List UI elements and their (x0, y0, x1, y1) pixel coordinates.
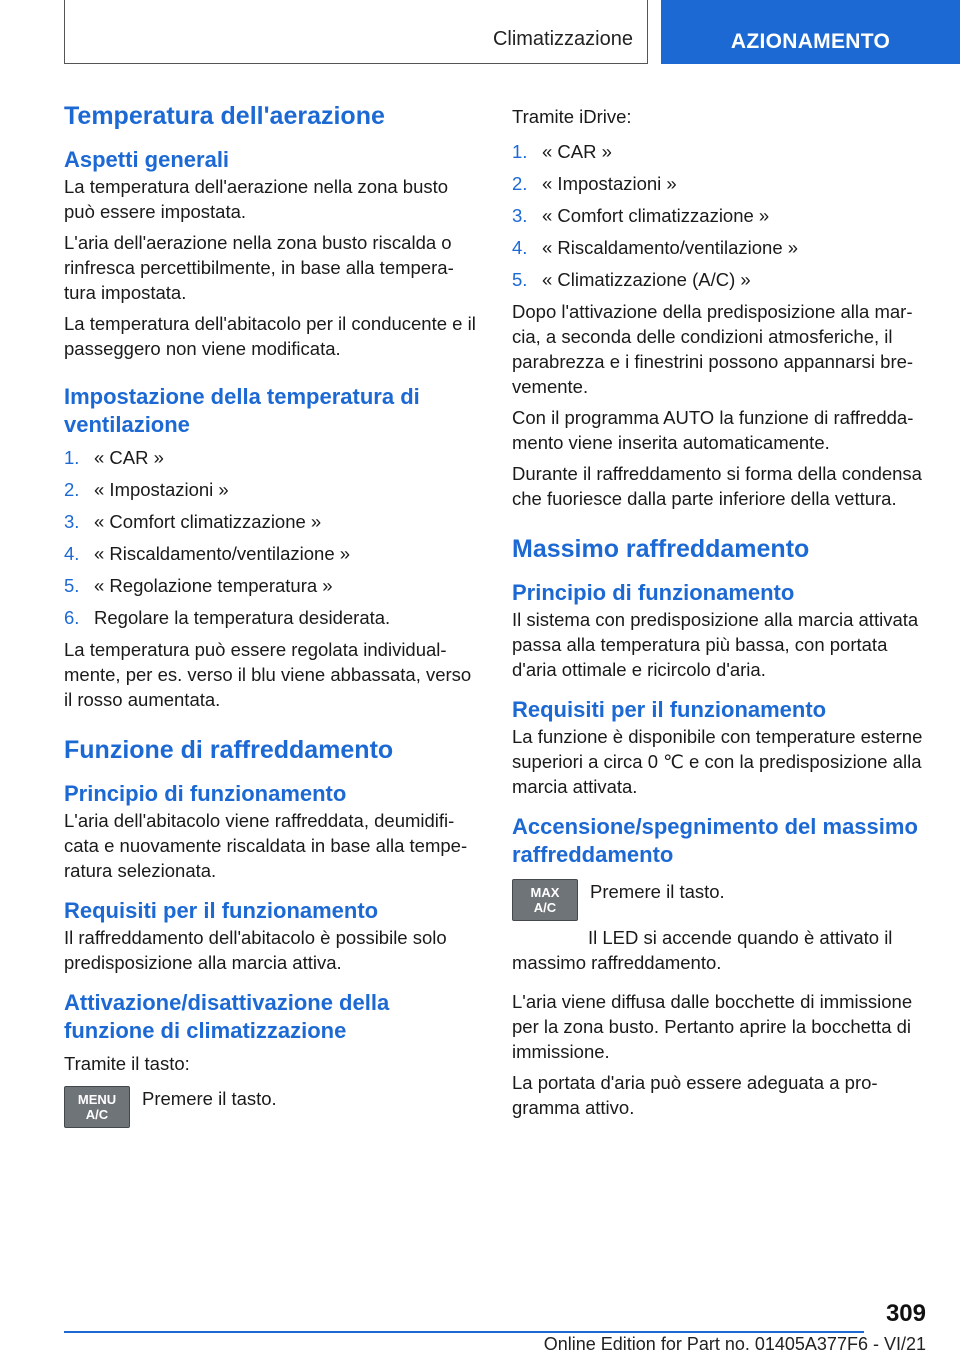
step-text: « Regolazione temperatura » (94, 575, 333, 596)
paragraph: Il LED si accende quando è attivato il massimo raffreddamento. (512, 927, 893, 973)
list-item (512, 235, 927, 260)
max-ac-key-icon (512, 879, 578, 921)
list-item (512, 171, 927, 196)
key-label: A/C (533, 900, 557, 915)
paragraph: Dopo l'attivazione della predisposizione alla marcia, a seconda delle condizioni atmosferiche, il parabrezza e i finestrini possono appannarsi brevemente. (512, 301, 914, 397)
heading-principio-funzionamento: Principio di funzionamento (512, 580, 795, 605)
key-instruction (64, 1086, 479, 1128)
footer-divider (64, 1331, 864, 1333)
heading-principio-funzionamento: Principio di funzionamento (64, 781, 347, 806)
step-number: 4. (512, 237, 528, 258)
step-text: « Impostazioni » (542, 173, 677, 194)
key-text (590, 879, 725, 921)
left-column (64, 100, 479, 1128)
step-text: « Riscaldamento/ventilazione » (94, 543, 351, 564)
edition-note: Online Edition for Part no. 01405A377F6 - VI/21 (543, 1334, 926, 1354)
step-number: 3. (64, 511, 80, 532)
heading-requisiti-funzionamento: Requisiti per il funzionamento (64, 898, 379, 923)
list-item (512, 203, 927, 228)
step-text: « Comfort climatizzazione » (94, 511, 322, 532)
list-item (64, 477, 479, 502)
section-title: Climatizzazione (492, 28, 633, 50)
paragraph: Tramite iDrive: (512, 106, 632, 127)
step-text: « CAR » (94, 447, 164, 468)
steps-list (64, 445, 479, 630)
step-text: « Comfort climatizzazione » (542, 205, 770, 226)
step-number: 1. (64, 447, 80, 468)
key-label: MAX (530, 885, 560, 900)
key-label: MENU (77, 1092, 117, 1107)
paragraph: Premere il tasto. (142, 1088, 277, 1109)
heading-massimo-raffreddamento: Massimo raffreddamento (512, 535, 810, 563)
heading-impostazione-temperatura: Impostazione della temperatura di ventilazione (64, 384, 420, 437)
step-number: 5. (64, 575, 80, 596)
right-column (512, 104, 927, 1120)
header-frame (64, 0, 648, 64)
list-item (512, 267, 927, 292)
heading-accensione-spegnimento: Accensione/spegnimento del massimo raffreddamento (512, 814, 918, 867)
paragraph: La funzione è disponibile con temperature esterne superiori a circa 0 ℃ e con la predisposizione alla marcia attivata. (512, 726, 923, 797)
paragraph: La temperatura può essere regolata individualmente, per es. verso il blu viene abbassata, verso il rosso aumentata. (64, 639, 472, 710)
heading-requisiti-funzionamento: Requisiti per il funzionamento (512, 697, 827, 722)
paragraph: L'aria viene diffusa dalle bocchette di immissione per la zona busto. Pertanto aprire la bocchetta di immissione. (512, 991, 913, 1062)
page-number: 309 (885, 1300, 926, 1327)
paragraph: Premere il tasto. (590, 881, 725, 902)
paragraph: L'aria dell'abitacolo viene raffreddata, deumidificata e nuovamente riscaldata in base alla temperatura selezionata. (64, 810, 468, 881)
list-item (64, 445, 479, 470)
step-text: « CAR » (542, 141, 612, 162)
menu-ac-key-icon (64, 1086, 130, 1128)
step-text: Regolare la temperatura desiderata. (94, 607, 391, 628)
step-number: 2. (64, 479, 80, 500)
heading-aspetti-generali: Aspetti generali (64, 147, 230, 172)
chapter-tab: AZIONAMENTO (661, 0, 960, 64)
paragraph: L'aria dell'aerazione nella zona busto riscalda o rinfresca percettibilmente, in base alla temperatura impostata. (64, 232, 454, 303)
step-number: 1. (512, 141, 528, 162)
step-text: « Impostazioni » (94, 479, 229, 500)
paragraph: Il raffreddamento dell'abitacolo è possibile solo predisposizione alla marcia attiva. (64, 927, 447, 973)
step-number: 5. (512, 269, 528, 290)
list-item (64, 605, 479, 630)
list-item (64, 573, 479, 598)
steps-list (512, 139, 927, 292)
paragraph: Con il programma AUTO la funzione di raffreddamento viene inserita automaticamente. (512, 407, 914, 453)
heading-temperatura-aerazione: Temperatura dell'aerazione (64, 102, 385, 130)
heading-attivazione-climatizzazione: Attivazione/disattivazione della funzione di climatizzazione (64, 990, 390, 1043)
paragraph: Il sistema con predisposizione alla marcia attivata passa alla temperatura più bassa, con portata d'aria ottimale e ricircolo d'aria. (512, 609, 919, 680)
step-number: 4. (64, 543, 80, 564)
key-instruction (512, 879, 927, 921)
paragraph: La temperatura dell'aerazione nella zona busto può essere impostata. (64, 176, 449, 222)
step-text: « Riscaldamento/ventilazione » (542, 237, 799, 258)
paragraph: Durante il raffreddamento si forma della condensa che fuoriesce dalla parte inferiore della vettura. (512, 463, 922, 509)
paragraph: La temperatura dell'abitacolo per il conducente e il passeggero non viene modificata. (64, 313, 476, 359)
paragraph: La portata d'aria può essere adeguata a programma attivo. (512, 1072, 878, 1118)
key-label: A/C (85, 1107, 109, 1122)
step-number: 3. (512, 205, 528, 226)
heading-funzione-raffreddamento: Funzione di raffreddamento (64, 736, 394, 764)
paragraph: Tramite il tasto: (64, 1053, 190, 1074)
step-text: « Climatizzazione (A/C) » (542, 269, 751, 290)
step-number: 6. (64, 607, 80, 628)
list-item (64, 541, 479, 566)
list-item (64, 509, 479, 534)
step-number: 2. (512, 173, 528, 194)
list-item (512, 139, 927, 164)
